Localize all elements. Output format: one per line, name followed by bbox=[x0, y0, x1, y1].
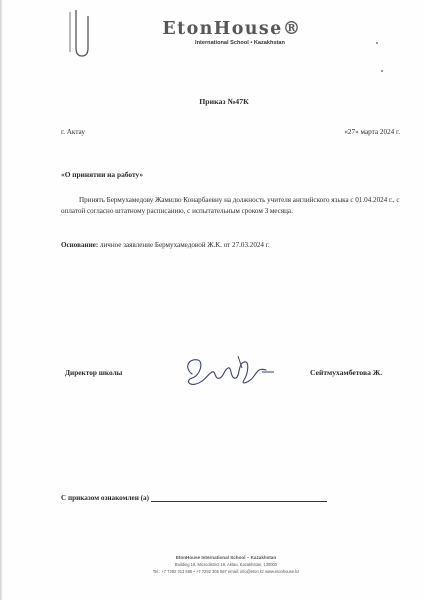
handwritten-signature bbox=[178, 350, 278, 392]
order-date: «27» марта 2024 г. bbox=[344, 128, 400, 136]
order-basis bbox=[61, 241, 270, 249]
order-title: Приказ №47К bbox=[199, 97, 249, 106]
school-logo bbox=[0, 19, 424, 46]
logo-subtitle: International School • Kazakhstan bbox=[195, 40, 285, 46]
order-subject: «О принятии на работу» bbox=[61, 170, 144, 179]
scan-speck bbox=[381, 70, 383, 72]
acknowledgement bbox=[61, 492, 327, 502]
director-label: Директор школы bbox=[65, 368, 123, 377]
signature-line bbox=[151, 492, 327, 502]
scan-edge bbox=[0, 0, 3, 600]
order-body: Принять Бермухамедову Жамилю Конарбаевну на должность учителя английского языка с 01.04.2024 г., с оплатой согласно штатному расписанию, с испытательным сроком 3 месяца. bbox=[61, 196, 400, 216]
basis-label: Основание: bbox=[61, 241, 99, 249]
footer-contacts: Tel.: +7 7292 313 585 • +7 7292 305 587 email: info@eton.kz www.etonhouse.kz bbox=[152, 569, 300, 574]
order-city: г. Актау bbox=[61, 128, 85, 136]
letterhead-footer bbox=[0, 555, 424, 574]
director-name: Сейтмухамбетова Ж. bbox=[310, 368, 383, 377]
footer-org: EtonHouse International School – Kazakhstan bbox=[175, 555, 277, 560]
basis-text: личное заявление Бермухамедовой Ж.К. от 27.03.2024 г. bbox=[98, 241, 270, 249]
footer-address: Building 18, Microdistrict 19, Aktau, Kazakhstan, 130000 bbox=[174, 562, 278, 567]
logo-wordmark: EtonHouse® bbox=[162, 19, 302, 39]
acknowledgement-label: С приказом ознакомлен (а) bbox=[61, 494, 150, 502]
scan-speck bbox=[376, 42, 378, 44]
